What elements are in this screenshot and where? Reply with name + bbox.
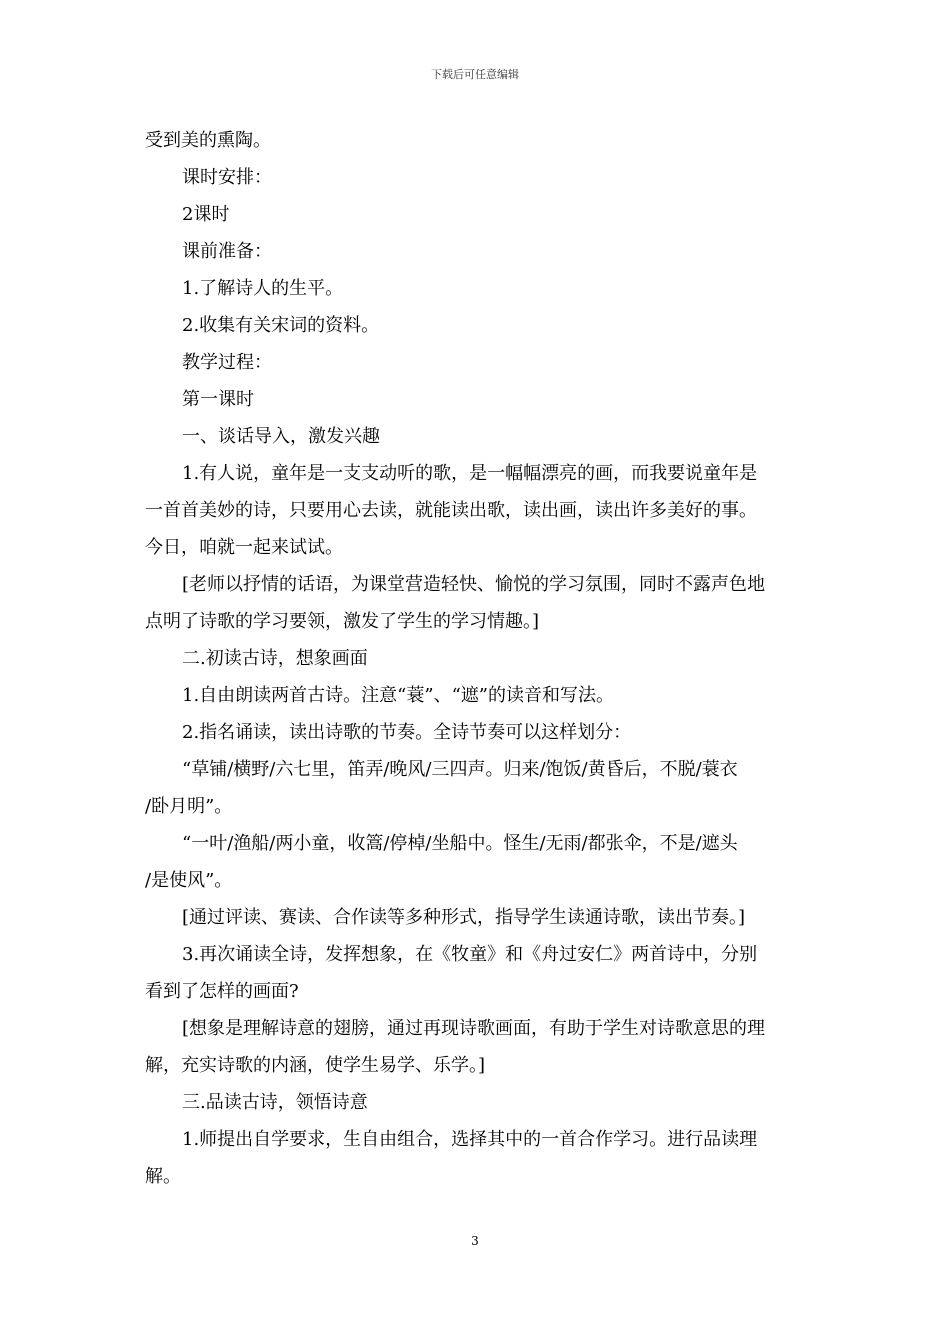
- paragraph-line: 1.了解诗人的生平。: [182, 278, 344, 299]
- paragraph-line: 第一课时: [182, 389, 254, 410]
- paragraph-line: 课时安排：: [182, 167, 272, 188]
- paragraph-line: [通过评读、赛读、合作读等多种形式，指导学生读通诗歌，读出节奏。]: [182, 907, 746, 928]
- paragraph-line: 1.师提出自学要求，生自由组合，选择其中的一首合作学习。进行品读理: [182, 1129, 758, 1150]
- paragraph-line: 一首首美妙的诗，只要用心去读，就能读出歌，读出画，读出许多美好的事。: [145, 500, 757, 521]
- paragraph-line: 2.收集有关宋词的资料。: [182, 315, 380, 336]
- paragraph-line: [想象是理解诗意的翅膀，通过再现诗歌画面，有助于学生对诗歌意思的理: [182, 1018, 766, 1039]
- paragraph-line: 今日，咱就一起来试试。: [145, 537, 343, 558]
- paragraph-line: 点明了诗歌的学习要领，激发了学生的学习情趣。]: [145, 611, 540, 632]
- poem-rhythm-line: /卧月明”。: [145, 796, 233, 817]
- paragraph-line: 教学过程：: [182, 352, 272, 373]
- poem-rhythm-line: /是使风”。: [145, 870, 233, 891]
- paragraph-line: 1.自由朗读两首古诗。注意“蓑”、“遮”的读音和写法。: [182, 685, 614, 706]
- paragraph-line: [老师以抒情的话语，为课堂营造轻快、愉悦的学习氛围，同时不露声色地: [182, 574, 766, 595]
- poem-rhythm-line: “一叶/渔船/两小童，收篙/停棹/坐船中。怪生/无雨/都张伞，不是/遮头: [182, 833, 738, 854]
- section-heading: 一、谈话导入，激发兴趣: [182, 426, 380, 447]
- paragraph-line: 看到了怎样的画面?: [145, 981, 299, 1002]
- paragraph-line: 1.有人说，童年是一支支动听的歌，是一幅幅漂亮的画，而我要说童年是: [182, 463, 758, 484]
- paragraph-line: 受到美的熏陶。: [145, 130, 271, 151]
- paragraph-line: 课前准备：: [182, 241, 272, 262]
- paragraph-line: 2课时: [182, 204, 230, 225]
- section-heading: 二.初读古诗，想象画面: [182, 648, 368, 669]
- paragraph-line: 解。: [145, 1166, 181, 1187]
- poem-rhythm-line: “草铺/横野/六七里，笛弄/晚风/三四声。归来/饱饭/黄昏后，不脱/蓑衣: [182, 759, 738, 780]
- page-number: 3: [471, 1234, 479, 1248]
- page-header: 下载后可任意编辑: [431, 68, 519, 81]
- document-body: [145, 122, 809, 1195]
- section-heading: 三.品读古诗，领悟诗意: [182, 1092, 368, 1113]
- paragraph-line: 2.指名诵读，读出诗歌的节奏。全诗节奏可以这样划分：: [182, 722, 632, 743]
- paragraph-line: 3.再次诵读全诗，发挥想象，在《牧童》和《舟过安仁》两首诗中，分别: [182, 944, 758, 965]
- paragraph-line: 解，充实诗歌的内涵，使学生易学、乐学。]: [145, 1055, 486, 1076]
